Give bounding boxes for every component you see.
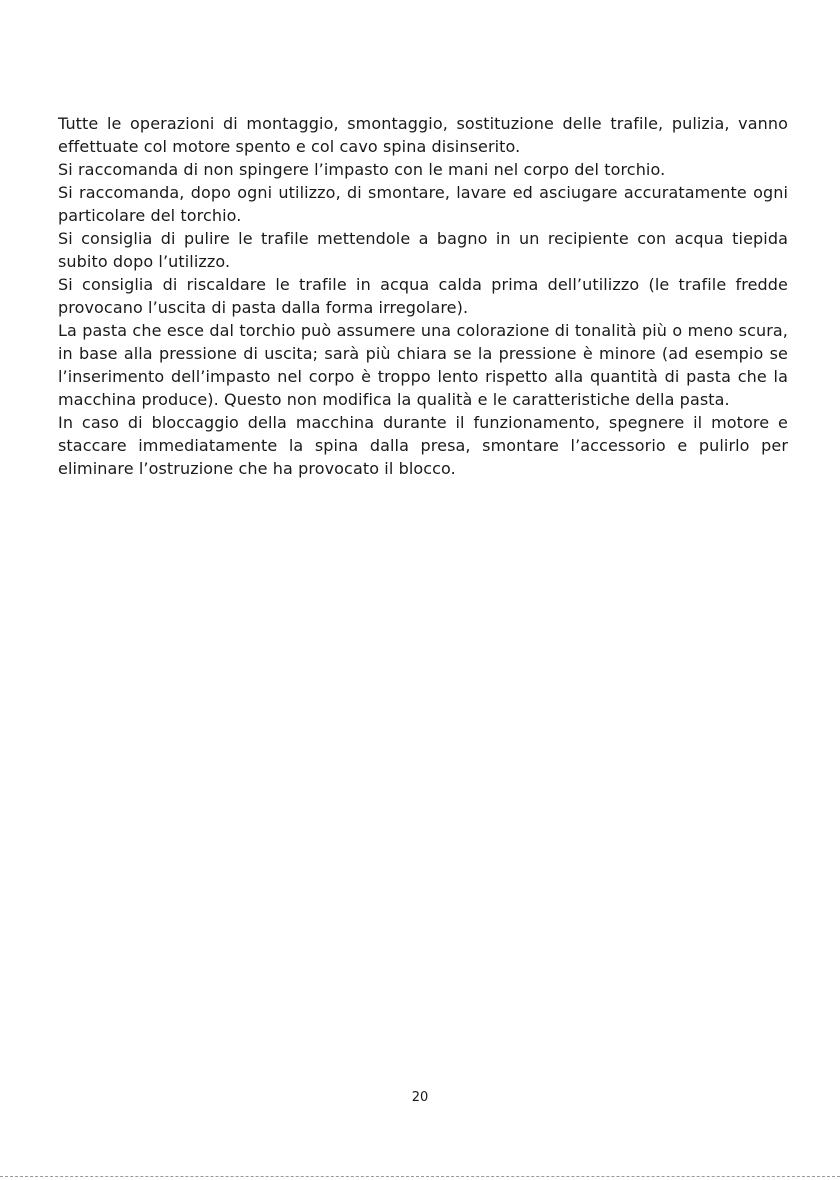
paragraph-assembly-safety: Tutte le operazioni di montaggio, smontaggio, sostituzione delle trafile, pulizia, vanno effettuate col motore spento e col cavo spina disinserito.: [58, 114, 788, 156]
bottom-dashed-rule: [0, 1176, 840, 1177]
paragraph-pasta-color: La pasta che esce dal torchio può assumere una colorazione di tonalità più o meno scura, in base alla pressione di uscita; sarà più chiara se la pressione è minore (ad esempio se l’inserimento dell’impasto nel corpo è troppo lento rispetto alla quantità di pasta che la macchina produce). Questo non modifica la qualità e le caratteristiche della pasta.: [58, 321, 788, 409]
paragraph-warm-dies: Si consiglia di riscaldare le trafile in acqua calda prima dell’utilizzo (le trafile fredde provocano l’uscita di pasta dalla forma irregolare).: [58, 275, 788, 317]
paragraph-machine-jam: In caso di bloccaggio della macchina durante il funzionamento, spegnere il motore e staccare immediatamente la spina dalla presa, smontare l’accessorio e pulirlo per eliminare l’ostruzione che ha provocato il blocco.: [58, 413, 788, 478]
page-body: [58, 112, 788, 480]
page-number: 20: [411, 1090, 429, 1105]
paragraph-soak-dies: Si consiglia di pulire le trafile mettendole a bagno in un recipiente con acqua tiepida subito dopo l’utilizzo.: [58, 229, 788, 271]
paragraph-clean-after-use: Si raccomanda, dopo ogni utilizzo, di smontare, lavare ed asciugare accuratamente ogni particolare del torchio.: [58, 183, 788, 225]
paragraph-no-hands: Si raccomanda di non spingere l’impasto con le mani nel corpo del torchio.: [58, 160, 666, 179]
